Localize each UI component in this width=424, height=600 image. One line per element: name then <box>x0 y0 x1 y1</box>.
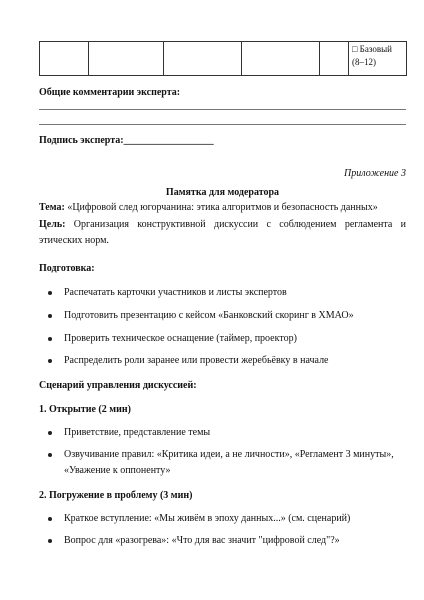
expert-signature-label: Подпись эксперта:__________________ <box>39 135 214 146</box>
table-cell <box>164 42 242 76</box>
list-item: Распределить роли заранее или провести жеребьёвку в начале <box>64 353 329 369</box>
bullet-icon <box>48 359 52 363</box>
preparation-heading: Подготовка: <box>39 263 95 274</box>
goal-label: Цель: <box>39 219 66 230</box>
bullet-icon <box>48 453 52 457</box>
list-item: Подготовить презентацию с кейсом «Банковский скоринг в ХМАО» <box>64 308 354 324</box>
bullet-icon <box>48 291 52 295</box>
bullet-icon <box>48 517 52 521</box>
appendix-label: Приложение 3 <box>344 168 406 179</box>
list-item: Озвучивание правил: «Критика идеи, а не личности», «Регламент 3 минуты», <box>64 447 394 463</box>
scenario-heading: Сценарий управления дискуссией: <box>39 380 197 391</box>
table-cell <box>320 42 349 76</box>
table-cell <box>242 42 320 76</box>
memo-title: Памятка для модератора <box>165 187 280 198</box>
comment-line <box>39 124 406 125</box>
expert-comments-label: Общие комментарии эксперта: <box>39 87 181 98</box>
goal-paragraph <box>39 217 406 249</box>
comment-line <box>39 109 406 110</box>
section2-heading: 2. Погружение в проблему (3 мин) <box>39 490 193 501</box>
level-cell: □ Базовый (8–12) <box>349 42 407 76</box>
topic-text: «Цифровой след югорчанина: этика алгоритмов и безопасность данных» <box>67 202 378 213</box>
topic-paragraph <box>39 200 406 216</box>
list-item: Распечатать карточки участников и листы экспертов <box>64 285 287 301</box>
table-cell <box>40 42 89 76</box>
evaluation-table-fragment <box>39 41 407 76</box>
list-item: Краткое вступление: «Мы живём в эпоху данных...» (см. сценарий) <box>64 511 350 527</box>
section1-heading: 1. Открытие (2 мин) <box>39 404 131 415</box>
bullet-icon <box>48 539 52 543</box>
goal-text: Организация конструктивной дискуссии с соблюдением регламента и этических норм. <box>39 219 407 246</box>
list-item: Проверить техническое оснащение (таймер, проектор) <box>64 331 297 347</box>
list-item: Приветствие, представление темы <box>64 425 210 441</box>
table-cell <box>89 42 164 76</box>
bullet-icon <box>48 337 52 341</box>
list-item: Вопрос для «разогрева»: «Что для вас значит "цифровой след"?» <box>64 533 340 549</box>
bullet-icon <box>48 314 52 318</box>
topic-label: Тема: <box>39 202 65 213</box>
bullet-icon <box>48 431 52 435</box>
table-row <box>40 42 407 76</box>
list-item-continuation: «Уважение к оппоненту» <box>64 465 171 476</box>
